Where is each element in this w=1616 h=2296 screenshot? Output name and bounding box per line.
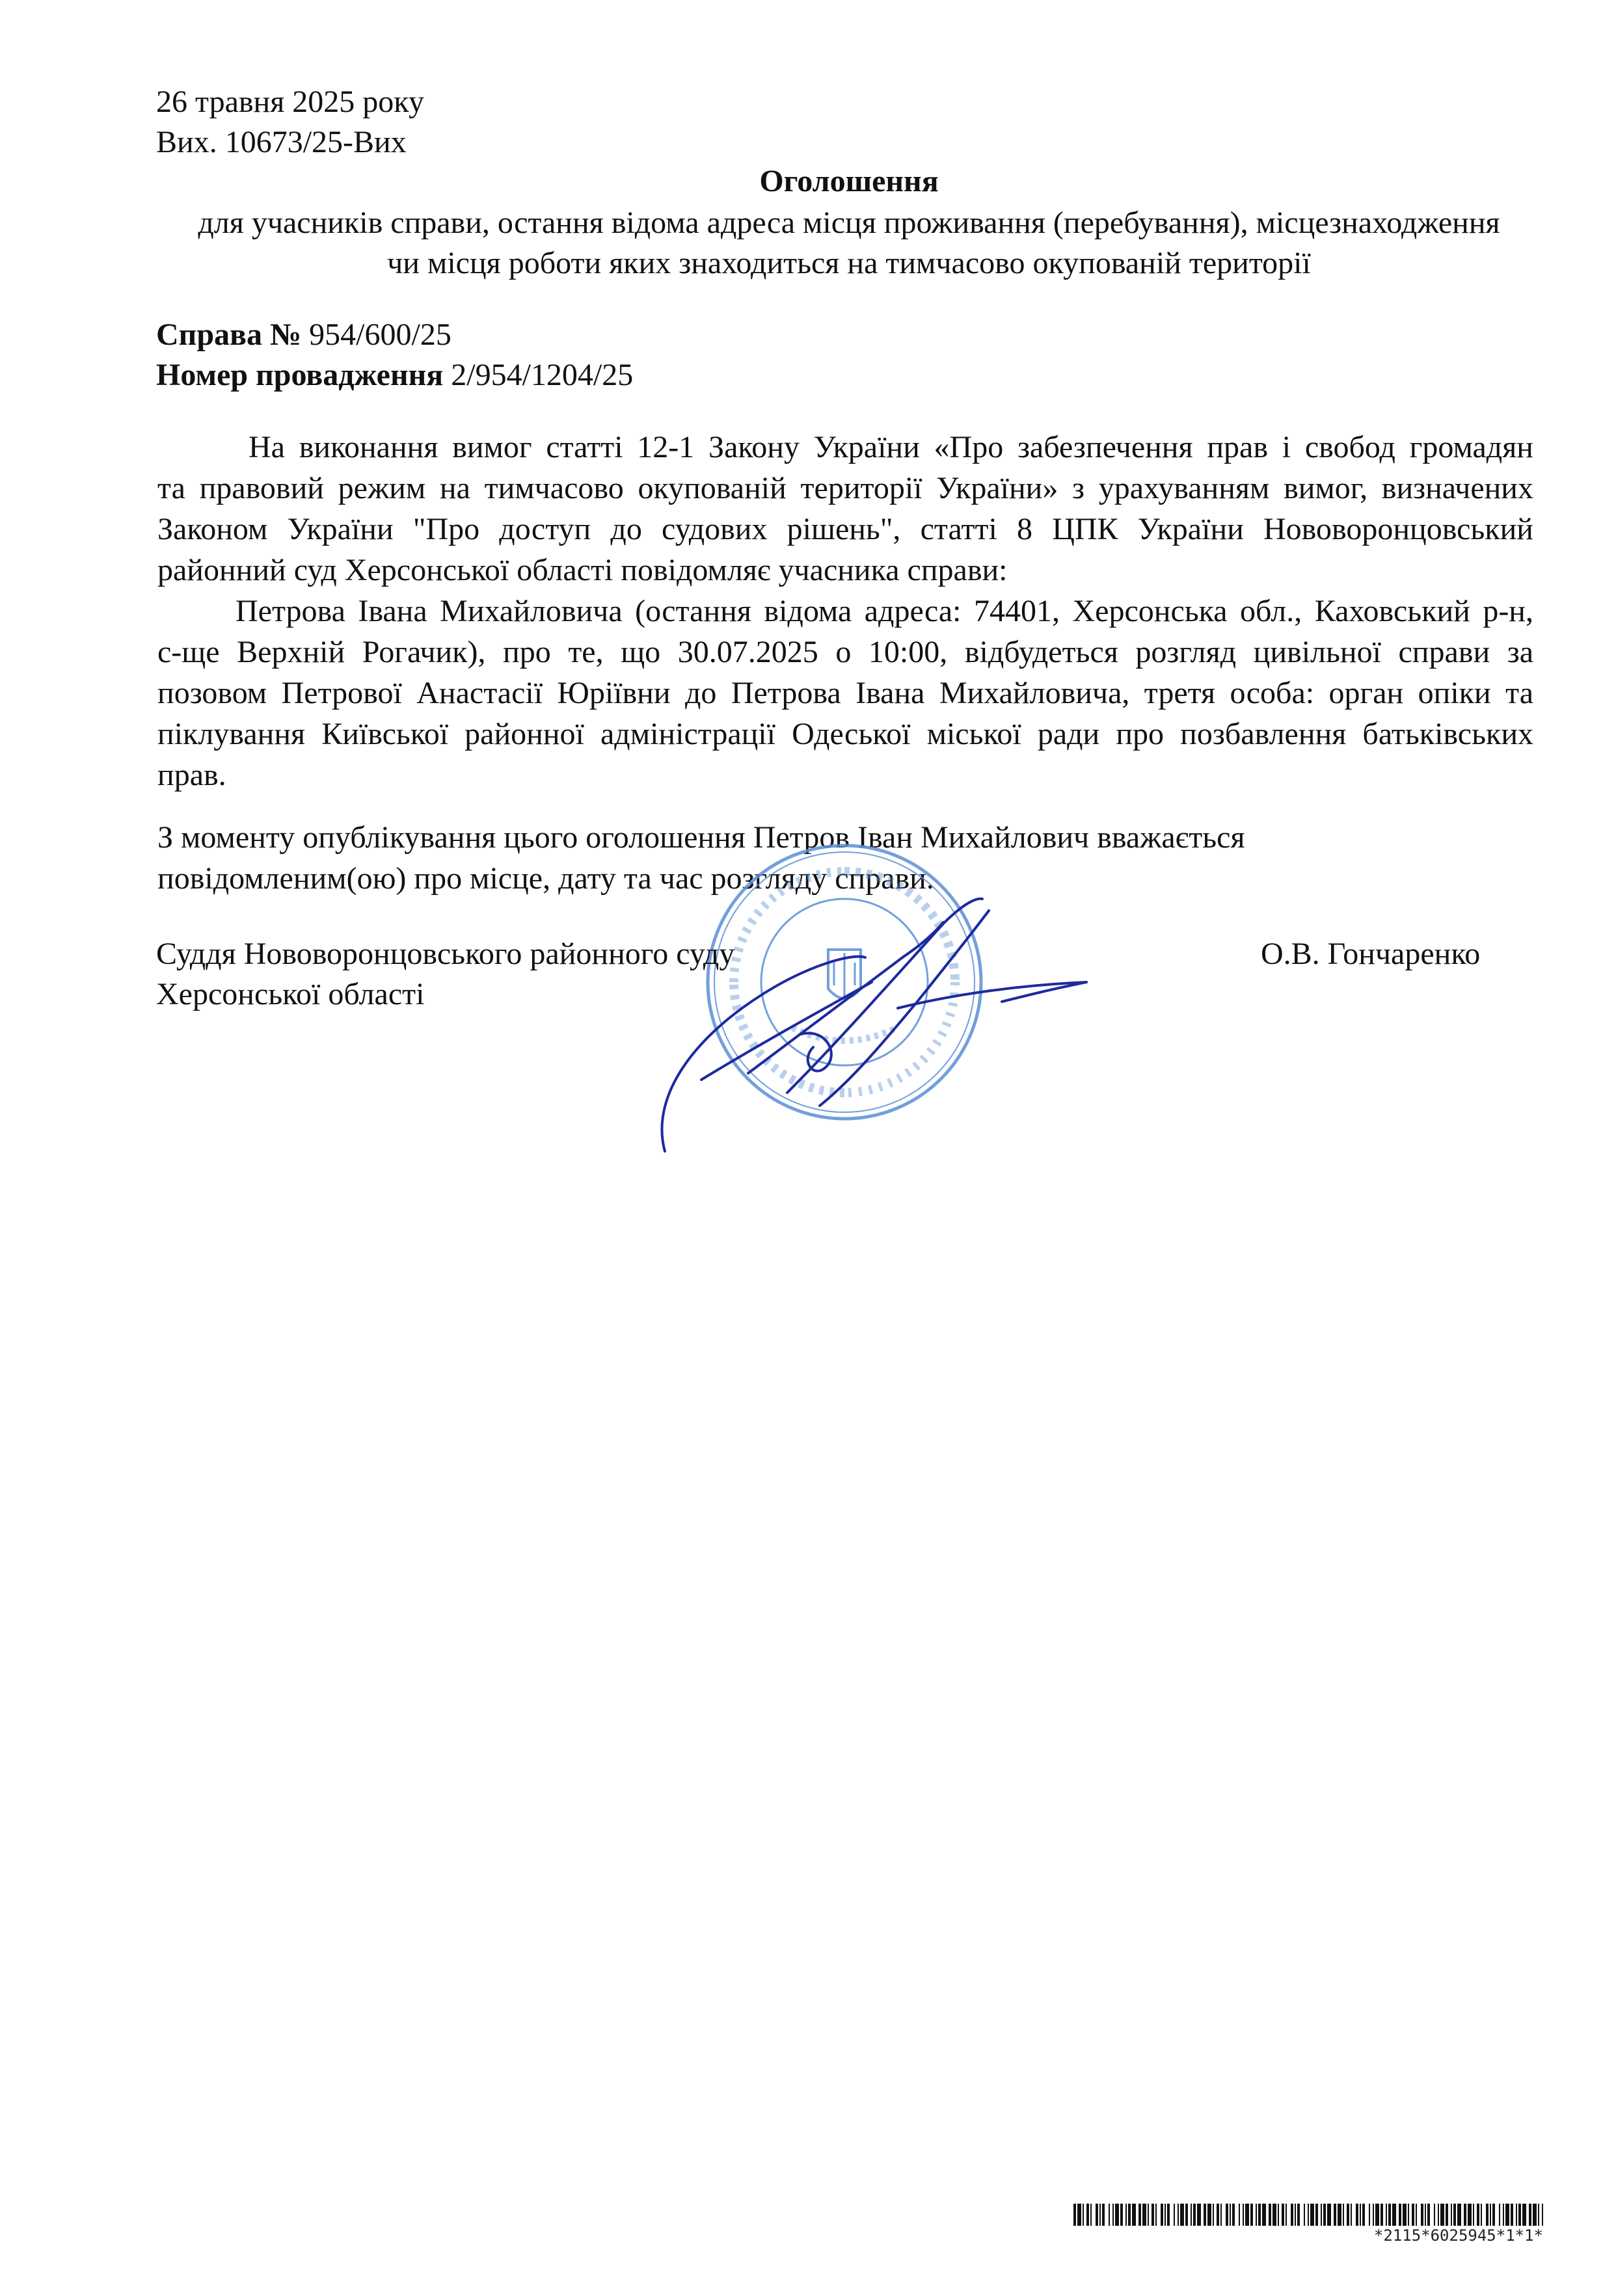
barcode-bar <box>1148 2204 1149 2226</box>
barcode-bar <box>1434 2204 1435 2226</box>
barcode-bar <box>1112 2204 1114 2226</box>
barcode-bar <box>1416 2204 1417 2226</box>
barcode-bar <box>1323 2204 1326 2226</box>
barcode-bar <box>1388 2204 1391 2226</box>
barcode-bar <box>1151 2204 1154 2226</box>
barcode-bar <box>1083 2204 1084 2226</box>
barcode-bar <box>1207 2204 1211 2226</box>
barcode-bar <box>1321 2204 1322 2226</box>
barcode-bar <box>1109 2204 1110 2226</box>
barcode-bar <box>1073 2204 1076 2226</box>
proceeding-number-line <box>156 355 633 395</box>
paragraph-line: Законом України "Про доступ до судових рішень", статті 8 ЦПК України Нововоронцовський <box>157 512 1533 546</box>
barcode-bar <box>1503 2204 1504 2226</box>
barcode-bar <box>1197 2204 1201 2226</box>
paragraph-line: Петрова Івана Михайловича (остання відома адреса: 74401, Херсонська обл., Каховський р-н, <box>236 594 1533 628</box>
paragraph-line: с-ще Верхній Рогачик), про те, що 30.07.2025 о 10:00, відбудеться розгляд цивільної справи за <box>157 635 1533 669</box>
barcode-bar <box>1232 2204 1235 2226</box>
barcode-bar <box>1464 2204 1466 2226</box>
barcode-bar <box>1440 2204 1444 2226</box>
document-heading: Оголошення <box>759 164 939 198</box>
barcode-bar <box>1522 2204 1526 2226</box>
barcode-bar <box>1278 2204 1279 2226</box>
barcode-bar <box>1538 2204 1539 2226</box>
barcode-bar <box>1529 2204 1531 2226</box>
barcode-bar <box>1351 2204 1352 2226</box>
barcode-bar <box>1138 2204 1141 2226</box>
paragraph-legal-basis <box>157 427 1533 591</box>
barcode-bar <box>1297 2204 1300 2226</box>
barcode-bar <box>1481 2204 1482 2226</box>
paragraph-line: піклування Київської районної адміністрації Одеської міської ради про позбавлення батьківських <box>157 717 1533 751</box>
barcode-bar <box>1308 2204 1309 2226</box>
barcode-bar <box>1132 2204 1136 2226</box>
barcode-bar <box>1286 2204 1287 2226</box>
proceeding-number-label: Номер провадження <box>156 358 444 392</box>
barcode-bar <box>1086 2204 1089 2226</box>
barcode-bar <box>1516 2204 1517 2226</box>
barcode-bar <box>1243 2204 1244 2226</box>
barcode-bar <box>1446 2204 1448 2226</box>
judge-name: О.В. Гончаренко <box>1261 937 1481 971</box>
barcode-bar <box>1217 2204 1219 2226</box>
barcode-bar <box>1258 2204 1261 2226</box>
barcode-bar <box>1380 2204 1383 2226</box>
barcode-bar <box>1291 2204 1293 2226</box>
barcode-bar <box>1269 2204 1271 2226</box>
paragraph-line: повідомленим(ою) про місце, дату та час розгляду справи. <box>157 861 934 896</box>
paragraph-line: прав. <box>157 758 226 792</box>
barcode-bar <box>1315 2204 1318 2226</box>
paragraph-hearing-notice <box>157 591 1533 795</box>
barcode-bar <box>1518 2204 1521 2226</box>
barcode-bar <box>1125 2204 1127 2226</box>
barcode-bar <box>1399 2204 1401 2226</box>
barcode-bar <box>1250 2204 1253 2226</box>
barcode-bar <box>1167 2204 1170 2226</box>
judge-signature <box>638 885 1106 1158</box>
barcode-bar <box>1408 2204 1409 2226</box>
barcode-bar <box>1511 2204 1513 2226</box>
paragraph-line: На виконання вимог статті 12-1 Закону України «Про забезпечення прав і свобод громадян <box>249 430 1533 464</box>
barcode-bar <box>1155 2204 1157 2226</box>
barcode-bar <box>1142 2204 1146 2226</box>
barcode-number: *2115*6025945*1*1* <box>1373 2226 1543 2245</box>
barcode-bar <box>1174 2204 1175 2226</box>
barcode-bar <box>1262 2204 1266 2226</box>
barcode-bar <box>1356 2204 1358 2226</box>
judge-position-line-2: Херсонської області <box>156 977 425 1011</box>
barcode-bar <box>1099 2204 1101 2226</box>
barcode-bar <box>1505 2204 1509 2226</box>
barcode-bar <box>1343 2204 1344 2226</box>
outgoing-number: Вих. 10673/25-Вих <box>156 125 407 159</box>
document-barcode <box>1073 2204 1543 2226</box>
barcode-bar <box>1421 2204 1423 2226</box>
barcode-bar <box>1213 2204 1214 2226</box>
barcode-bar <box>1338 2204 1341 2226</box>
barcode-bar <box>1180 2204 1184 2226</box>
barcode-bar <box>1161 2204 1163 2226</box>
paragraph-line: З моменту опублікування цього оголошення Петров Іван Михайлович вважається <box>157 820 1245 855</box>
barcode-bar <box>1102 2204 1105 2226</box>
document-subtitle-line-1: для учасників справи, остання відома адреса місця проживання (перебування), місцезнаходження <box>198 206 1500 240</box>
barcode-bar <box>1392 2204 1396 2226</box>
barcode-bar <box>1239 2204 1240 2226</box>
barcode-bar <box>1451 2204 1452 2226</box>
barcode-bar <box>1477 2204 1479 2226</box>
barcode-bar <box>1327 2204 1331 2226</box>
barcode-bar <box>1403 2204 1407 2226</box>
barcode-bar <box>1295 2204 1296 2226</box>
barcode-bar <box>1438 2204 1439 2226</box>
barcode-bar <box>1425 2204 1426 2226</box>
document-subtitle-line-2: чи місця роботи яких знаходиться на тимчасово окупованій території <box>387 246 1311 280</box>
paragraph-line: позовом Петрової Анастасії Юріївни до Петрова Івана Михайловича, третя особа: орган опіки та <box>157 676 1533 710</box>
barcode-bar <box>1256 2204 1257 2226</box>
barcode-bar <box>1453 2204 1456 2226</box>
barcode-bar <box>1128 2204 1131 2226</box>
barcode-bar <box>1375 2204 1379 2226</box>
barcode-bar <box>1090 2204 1092 2226</box>
barcode-bar <box>1191 2204 1192 2226</box>
barcode-bar <box>1115 2204 1119 2226</box>
barcode-bar <box>1486 2204 1488 2226</box>
barcode-bar <box>1165 2204 1166 2226</box>
barcode-bar <box>1468 2204 1472 2226</box>
barcode-bar <box>1077 2204 1081 2226</box>
barcode-bar <box>1427 2204 1430 2226</box>
barcode-bar <box>1230 2204 1231 2226</box>
barcode-bar <box>1273 2204 1276 2226</box>
barcode-bar <box>1347 2204 1349 2226</box>
barcode-bar <box>1542 2204 1543 2226</box>
barcode-bar <box>1220 2204 1222 2226</box>
case-number-line <box>156 315 451 355</box>
barcode-bar <box>1226 2204 1228 2226</box>
proceeding-number-value: 2/954/1204/25 <box>451 358 634 392</box>
case-number-label: Справа № <box>156 317 302 352</box>
paragraph-line: районний суд Херсонської області повідомляє учасника справи: <box>157 553 1008 587</box>
document-date: 26 травня 2025 року <box>156 85 424 119</box>
barcode-bar <box>1193 2204 1196 2226</box>
barcode-bar <box>1185 2204 1188 2226</box>
barcode-bar <box>1457 2204 1461 2226</box>
barcode-bar <box>1373 2204 1374 2226</box>
barcode-bar <box>1499 2204 1500 2226</box>
barcode-bar <box>1473 2204 1474 2226</box>
barcode-bar <box>1310 2204 1314 2226</box>
barcode-bar <box>1490 2204 1491 2226</box>
barcode-bar <box>1096 2204 1098 2226</box>
barcode-bar <box>1178 2204 1179 2226</box>
barcode-bar <box>1204 2204 1206 2226</box>
barcode-bar <box>1334 2204 1336 2226</box>
barcode-bar <box>1362 2204 1365 2226</box>
barcode-bar <box>1492 2204 1495 2226</box>
barcode-bar <box>1282 2204 1284 2226</box>
barcode-bar <box>1245 2204 1249 2226</box>
barcode-bar <box>1304 2204 1305 2226</box>
paragraph-line: та правовий режим на тимчасово окупованій території України» з урахуванням вимог, визначених <box>157 471 1533 505</box>
judge-position-line-1: Суддя Нововоронцовського районного суду <box>156 937 735 971</box>
barcode-bar <box>1360 2204 1361 2226</box>
barcode-bar <box>1120 2204 1123 2226</box>
barcode-bar <box>1369 2204 1370 2226</box>
barcode-bar <box>1386 2204 1387 2226</box>
case-number-value: 954/600/25 <box>309 317 451 352</box>
barcode-bar <box>1533 2204 1537 2226</box>
barcode-bar <box>1412 2204 1414 2226</box>
